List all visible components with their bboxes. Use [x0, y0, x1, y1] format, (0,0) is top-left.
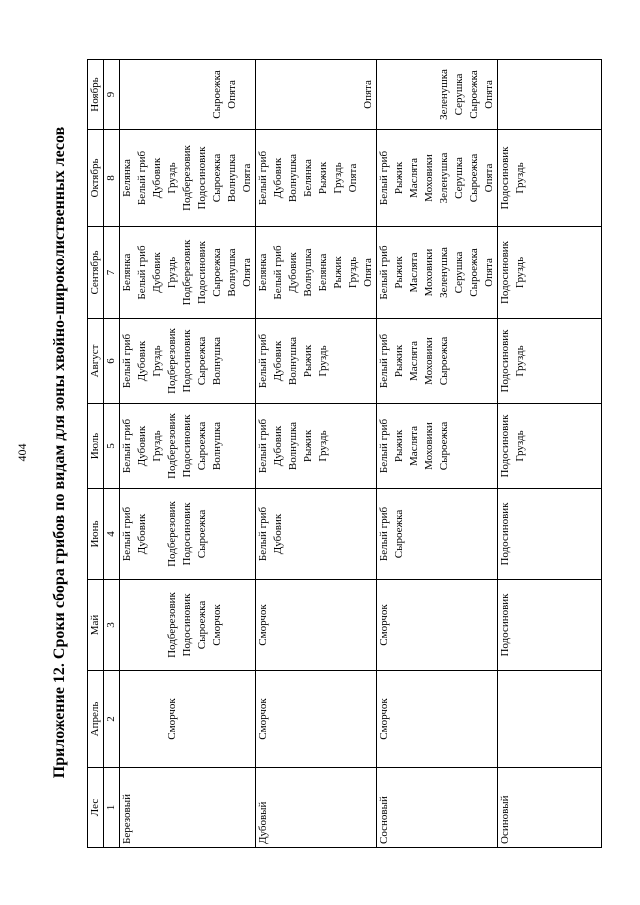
mushroom-name: Груздь	[166, 256, 178, 289]
mushroom-name: Груздь	[514, 256, 526, 289]
mushroom-name: Опята	[226, 80, 238, 109]
column-number: 9	[104, 60, 120, 130]
column-number: 7	[104, 227, 120, 319]
table-cell	[120, 319, 256, 404]
mushroom-name: Подосиновик	[499, 502, 511, 566]
table-cell	[120, 489, 256, 580]
mushroom-name: Дубовик	[272, 157, 284, 199]
mushroom-name: Подосиновик	[196, 240, 208, 305]
page-number: 404	[15, 443, 29, 462]
mushroom-name: Белый гриб	[121, 333, 133, 389]
mushroom-name: Груздь	[151, 345, 163, 377]
mushroom-name	[135, 582, 150, 668]
mushroom-name: Подосиновик	[499, 414, 511, 478]
mushroom-name	[120, 673, 135, 765]
column-number: 3	[104, 580, 120, 671]
mushroom-name: Дубовик	[136, 425, 148, 467]
table-cell	[256, 404, 377, 489]
table-cell	[498, 580, 602, 671]
column-header: Июль	[88, 404, 104, 489]
column-number: 1	[104, 768, 120, 848]
mushroom-name: Зеленушка	[438, 152, 450, 204]
page-title: Приложение 12. Сроки сбора грибов по видам для зоны хвойно-широколиственных лесов	[51, 126, 68, 779]
table-cell	[498, 319, 602, 404]
mushroom-name: Подосиновик	[499, 593, 511, 657]
mushroom-name: Дубовик	[151, 157, 163, 199]
mushroom-name	[271, 62, 286, 127]
table-cell	[256, 130, 377, 227]
mushroom-name: Подберезовик	[181, 145, 193, 211]
column-number: 4	[104, 489, 120, 580]
mushroom-name	[135, 673, 150, 765]
column-number-row	[104, 60, 120, 848]
table-row	[256, 60, 377, 848]
mushroom-name: Груздь	[514, 345, 526, 377]
mushroom-name: Опята	[362, 80, 374, 109]
mushroom-name: Маслята	[408, 426, 420, 466]
forest-type-cell: Осиновый	[498, 768, 602, 848]
mushroom-name: Подберезовик	[181, 239, 193, 306]
mushroom-name: Волнушка	[287, 336, 299, 386]
mushroom-name	[316, 62, 331, 127]
mushroom-name: Маслята	[408, 341, 420, 381]
mushroom-name: Белый гриб	[272, 245, 284, 300]
forest-type-cell: Березовый	[120, 768, 256, 848]
mushroom-name: Белый гриб	[121, 506, 133, 562]
mushroom-name: Опята	[483, 163, 495, 193]
mushroom-name: Моховики	[423, 248, 435, 297]
mushroom-name: Сыроежка	[196, 336, 208, 386]
mushroom-name: Волнушка	[302, 248, 314, 297]
mushroom-name: Моховики	[423, 337, 435, 385]
mushroom-name	[422, 62, 437, 127]
mushroom-name: Дубовик	[272, 513, 284, 555]
mushroom-name: Груздь	[166, 162, 178, 194]
mushroom-name: Моховики	[423, 154, 435, 202]
mushroom-name: Волнушка	[211, 421, 223, 471]
mushroom-name: Белянка	[257, 253, 269, 292]
mushroom-name: Сыроежка	[196, 421, 208, 471]
table-row	[377, 60, 498, 848]
mushroom-name	[331, 62, 346, 127]
mushroom-name: Подосиновик	[181, 329, 193, 393]
table-cell	[256, 60, 377, 130]
mushroom-name: Рыжик	[302, 344, 314, 378]
mushroom-name: Сыроежка	[438, 336, 450, 386]
mushroom-name: Опята	[241, 258, 253, 287]
mushroom-collection-table	[87, 59, 602, 848]
mushroom-name	[286, 62, 301, 127]
mushroom-name: Подосиновик	[499, 240, 511, 305]
mushroom-name: Зеленушка	[438, 69, 450, 120]
column-header: Май	[88, 580, 104, 671]
column-number: 6	[104, 319, 120, 404]
mushroom-name: Маслята	[408, 252, 420, 293]
mushroom-name: Дубовик	[287, 252, 299, 293]
table-cell	[120, 227, 256, 319]
table-cell	[377, 404, 498, 489]
mushroom-name: Подберезовик	[166, 328, 178, 394]
mushroom-name: Сыроежка	[196, 509, 208, 559]
table-cell	[498, 489, 602, 580]
mushroom-name: Рыжик	[393, 344, 405, 378]
column-header: Октябрь	[88, 130, 104, 227]
column-header: Лес	[88, 768, 104, 848]
mushroom-name: Сыроежка	[468, 248, 480, 297]
mushroom-name: Белянка	[121, 159, 133, 197]
mushroom-name: Дубовик	[272, 425, 284, 467]
mushroom-name	[150, 62, 165, 127]
mushroom-name: Груздь	[151, 430, 163, 462]
mushroom-name: Белянка	[121, 253, 133, 292]
mushroom-name	[346, 62, 361, 127]
column-number: 5	[104, 404, 120, 489]
mushroom-name: Опята	[347, 163, 359, 193]
mushroom-name: Подберезовик	[166, 501, 178, 567]
mushroom-name	[256, 62, 271, 127]
mushroom-name: Рыжик	[393, 256, 405, 289]
mushroom-name	[150, 673, 165, 765]
mushroom-name: Сыроежка	[211, 70, 223, 119]
mushroom-name: Подберезовик	[166, 413, 178, 479]
table-row	[120, 60, 256, 848]
mushroom-name	[377, 62, 392, 127]
column-number: 2	[104, 671, 120, 768]
table-cell	[377, 580, 498, 671]
mushroom-name	[135, 62, 150, 127]
mushroom-name: Волнушка	[287, 421, 299, 471]
mushroom-name: Белый гриб	[378, 506, 390, 562]
mushroom-name: Рыжик	[302, 429, 314, 463]
mushroom-name: Рыжик	[393, 161, 405, 195]
mushroom-name: Сморчок	[378, 698, 390, 740]
mushroom-name: Груздь	[514, 430, 526, 462]
table-row	[498, 60, 602, 848]
forest-type-cell: Дубовый	[256, 768, 377, 848]
table-header-row	[88, 60, 104, 848]
mushroom-name	[301, 62, 316, 127]
mushroom-name: Белый гриб	[378, 418, 390, 474]
mushroom-name: Рыжик	[332, 256, 344, 289]
mushroom-name: Дубовик	[272, 340, 284, 382]
mushroom-name: Моховики	[423, 422, 435, 470]
mushroom-name	[120, 582, 135, 668]
mushroom-name: Белянка	[317, 253, 329, 292]
mushroom-name: Подосиновик	[181, 593, 193, 657]
mushroom-name	[165, 62, 180, 127]
mushroom-name: Серушка	[453, 157, 465, 199]
table-cell	[498, 227, 602, 319]
mushroom-name: Подосиновик	[181, 414, 193, 478]
mushroom-name	[120, 62, 135, 127]
mushroom-name: Рыжик	[393, 429, 405, 463]
mushroom-name: Опята	[483, 258, 495, 287]
table-cell	[120, 60, 256, 130]
mushroom-name: Белый гриб	[378, 245, 390, 300]
mushroom-name: Подосиновик	[499, 329, 511, 393]
table-cell	[256, 319, 377, 404]
table-cell	[120, 130, 256, 227]
column-header: Сентябрь	[88, 227, 104, 319]
mushroom-name: Серушка	[453, 73, 465, 116]
mushroom-name: Сыроежка	[438, 421, 450, 471]
mushroom-name: Волнушка	[211, 336, 223, 386]
column-header: Апрель	[88, 671, 104, 768]
mushroom-name: Дубовик	[151, 252, 163, 293]
column-header: Ноябрь	[88, 60, 104, 130]
mushroom-name: Груздь	[317, 345, 329, 377]
mushroom-name: Сыроежка	[468, 153, 480, 203]
table-cell	[377, 319, 498, 404]
forest-type-cell: Сосновый	[377, 768, 498, 848]
mushroom-name: Груздь	[514, 162, 526, 194]
mushroom-name: Дубовик	[136, 340, 148, 382]
mushroom-name	[150, 491, 165, 577]
mushroom-name: Белый гриб	[257, 333, 269, 389]
mushroom-name: Белый гриб	[136, 150, 148, 206]
mushroom-name: Белый гриб	[257, 506, 269, 562]
mushroom-name: Белый гриб	[378, 333, 390, 389]
table-cell	[256, 227, 377, 319]
mushroom-name: Сморчок	[257, 698, 269, 740]
table-cell	[377, 489, 498, 580]
table-cell	[498, 60, 602, 130]
table-cell	[256, 671, 377, 768]
table-cell	[120, 580, 256, 671]
mushroom-name: Сыроежка	[393, 509, 405, 559]
mushroom-name: Рыжик	[317, 161, 329, 195]
mushroom-name: Груздь	[347, 256, 359, 289]
mushroom-name: Белый гриб	[136, 245, 148, 300]
table-cell	[377, 60, 498, 130]
table-cell	[120, 404, 256, 489]
mushroom-name: Груздь	[332, 162, 344, 194]
table-cell	[498, 671, 602, 768]
table-cell	[377, 227, 498, 319]
column-number: 8	[104, 130, 120, 227]
mushroom-name: Опята	[483, 80, 495, 109]
mushroom-name: Серушка	[453, 251, 465, 294]
mushroom-name: Груздь	[317, 430, 329, 462]
mushroom-name: Белый гриб	[257, 150, 269, 206]
mushroom-name: Подосиновик	[499, 146, 511, 210]
table-cell	[377, 671, 498, 768]
mushroom-name: Сморчок	[257, 604, 269, 646]
mushroom-name: Зеленушка	[438, 247, 450, 298]
mushroom-name: Белый гриб	[121, 418, 133, 474]
mushroom-name: Подберезовик	[166, 592, 178, 658]
table-cell	[120, 671, 256, 768]
table-cell	[256, 489, 377, 580]
mushroom-name: Волнушка	[226, 248, 238, 297]
mushroom-name: Дубовик	[136, 513, 148, 555]
mushroom-name: Сыроежка	[196, 600, 208, 650]
mushroom-name: Подосиновик	[181, 502, 193, 566]
column-header: Июнь	[88, 489, 104, 580]
column-header: Август	[88, 319, 104, 404]
mushroom-name: Сморчок	[378, 604, 390, 646]
mushroom-name: Волнушка	[287, 153, 299, 203]
mushroom-name: Белянка	[302, 159, 314, 197]
mushroom-name	[407, 62, 422, 127]
mushroom-name	[195, 62, 210, 127]
mushroom-name: Маслята	[408, 158, 420, 198]
mushroom-name: Сыроежка	[468, 70, 480, 119]
mushroom-name: Подосиновик	[196, 146, 208, 210]
mushroom-name: Опята	[241, 163, 253, 193]
mushroom-name: Сморчок	[166, 698, 178, 740]
table-cell	[256, 580, 377, 671]
mushroom-name: Белый гриб	[378, 150, 390, 206]
table-cell	[498, 404, 602, 489]
mushroom-name	[150, 582, 165, 668]
mushroom-name: Белый гриб	[257, 418, 269, 474]
mushroom-name: Волнушка	[226, 153, 238, 203]
table-cell	[377, 130, 498, 227]
mushroom-name: Опята	[362, 258, 374, 287]
mushroom-name	[392, 62, 407, 127]
mushroom-name: Сыроежка	[211, 153, 223, 203]
table-cell	[498, 130, 602, 227]
mushroom-name: Сморчок	[211, 604, 223, 646]
mushroom-name	[180, 62, 195, 127]
mushroom-name: Сыроежка	[211, 248, 223, 297]
